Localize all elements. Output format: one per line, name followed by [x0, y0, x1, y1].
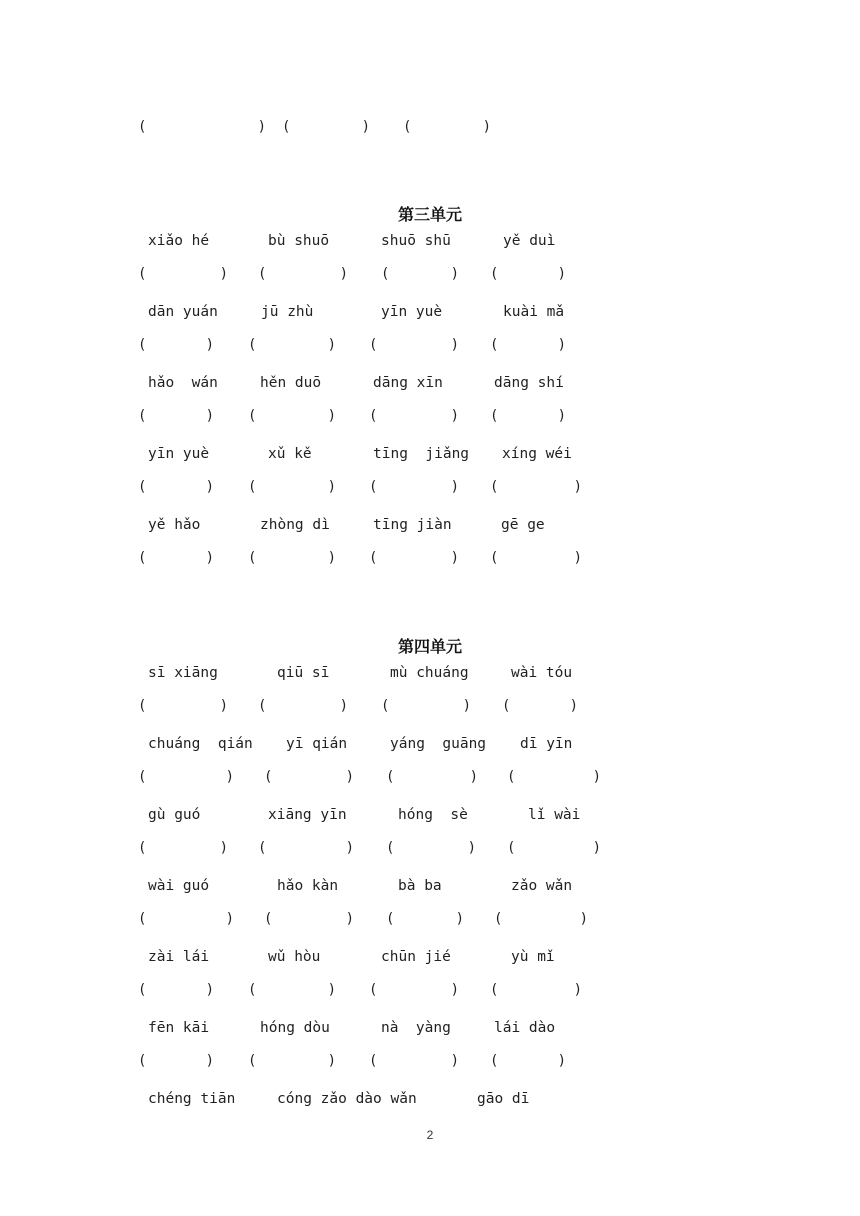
pinyin-word: yù mǐ: [511, 949, 555, 965]
answer-row: [0, 695, 860, 717]
answer-blank[interactable]: ( ): [386, 840, 476, 856]
unit-three-title: 第三单元: [397, 205, 462, 224]
answer-blank[interactable]: ( ): [248, 550, 336, 566]
answer-blank[interactable]: ( ): [138, 911, 234, 927]
answer-blank[interactable]: ( ): [369, 479, 459, 495]
answer-row: [0, 547, 860, 569]
answer-blank[interactable]: ( ): [248, 982, 336, 998]
pinyin-word: dān yuán: [148, 304, 218, 320]
answer-blank[interactable]: ( ): [248, 408, 336, 424]
answer-blank[interactable]: ( ): [490, 550, 582, 566]
answer-blank[interactable]: ( ): [490, 266, 566, 282]
answer-blank[interactable]: ( ): [381, 266, 459, 282]
pinyin-word: gē ge: [501, 517, 545, 533]
answer-row: [0, 908, 860, 930]
answer-blank[interactable]: ( ): [369, 1053, 459, 1069]
pinyin-word: dāng xīn: [373, 375, 443, 391]
answer-row: [0, 334, 860, 356]
answer-blank[interactable]: ( ): [490, 479, 582, 495]
pinyin-word: lái dào: [494, 1020, 556, 1036]
answer-row: [0, 1050, 860, 1072]
answer-blank[interactable]: ( ): [138, 266, 228, 282]
answer-row: [0, 837, 860, 859]
pinyin-row: [0, 1017, 860, 1039]
pinyin-word: tīng jiǎng: [373, 446, 470, 462]
answer-blank[interactable]: ( ): [138, 550, 214, 566]
pinyin-word: xiǎo hé: [148, 233, 210, 249]
answer-blank[interactable]: ( ): [138, 769, 234, 785]
answer-blank[interactable]: ( ): [264, 911, 354, 927]
page-number: 2: [426, 1128, 434, 1142]
answer-blank[interactable]: ( ): [490, 337, 566, 353]
pinyin-word: dāng shí: [494, 375, 564, 391]
answer-blank[interactable]: ( ): [507, 769, 601, 785]
pinyin-word: mù chuáng: [390, 665, 469, 681]
pinyin-word: tīng jiàn: [373, 517, 452, 533]
pinyin-word: qiū sī: [277, 665, 330, 681]
answer-blank[interactable]: ( ): [369, 550, 459, 566]
answer-blank[interactable]: ( ): [369, 982, 459, 998]
answer-blank[interactable]: ( ): [138, 1053, 214, 1069]
answer-row: [0, 263, 860, 285]
answer-blank[interactable]: ( ): [507, 840, 601, 856]
pinyin-word: yī qián: [286, 736, 348, 752]
pinyin-word: shuō shū: [381, 233, 451, 249]
answer-blank[interactable]: ( ): [490, 408, 566, 424]
pinyin-word: yě duì: [503, 233, 556, 249]
pinyin-word: zài lái: [148, 949, 210, 965]
answer-blank[interactable]: ( ): [381, 698, 471, 714]
pinyin-word: bà ba: [398, 878, 442, 894]
answer-blank[interactable]: ( ): [403, 119, 491, 135]
pinyin-word: wǔ hòu: [268, 949, 321, 965]
pinyin-row: [0, 804, 860, 826]
pinyin-row: [0, 301, 860, 323]
pinyin-word: yě hǎo: [148, 517, 201, 533]
pinyin-row: [0, 230, 860, 252]
pinyin-word: hóng sè: [398, 807, 468, 823]
pinyin-word: hěn duō: [260, 375, 322, 391]
answer-blank[interactable]: ( ): [138, 479, 214, 495]
answer-blank[interactable]: ( ): [138, 119, 266, 135]
unit-four-title: 第四单元: [397, 637, 462, 656]
answer-blank[interactable]: ( ): [138, 408, 214, 424]
answer-blank[interactable]: ( ): [386, 911, 464, 927]
answer-blank[interactable]: ( ): [502, 698, 578, 714]
answer-row: [0, 766, 860, 788]
answer-blank[interactable]: ( ): [248, 1053, 336, 1069]
answer-blank[interactable]: ( ): [386, 769, 478, 785]
pinyin-word: dī yīn: [520, 736, 573, 752]
answer-row: [0, 476, 860, 498]
pinyin-word: gù guó: [148, 807, 201, 823]
answer-blank[interactable]: ( ): [258, 840, 354, 856]
pinyin-word: zǎo wǎn: [511, 878, 573, 894]
pinyin-word: wài guó: [148, 878, 210, 894]
answer-row-previous: [0, 116, 860, 138]
answer-blank[interactable]: ( ): [258, 698, 348, 714]
pinyin-word: xíng wéi: [502, 446, 572, 462]
pinyin-word: wài tóu: [511, 665, 573, 681]
answer-blank[interactable]: ( ): [138, 698, 228, 714]
answer-blank[interactable]: ( ): [282, 119, 370, 135]
pinyin-row: [0, 875, 860, 897]
pinyin-word: yáng guāng: [390, 736, 487, 752]
pinyin-word: yīn yuè: [381, 304, 443, 320]
pinyin-row: [0, 514, 860, 536]
pinyin-word: hóng dòu: [260, 1020, 330, 1036]
answer-blank[interactable]: ( ): [369, 408, 459, 424]
pinyin-row: [0, 662, 860, 684]
pinyin-word: chuáng qián: [148, 736, 253, 752]
pinyin-word: jū zhù: [261, 304, 314, 320]
pinyin-row: [0, 1088, 860, 1110]
pinyin-word: chūn jié: [381, 949, 451, 965]
pinyin-word: hǎo wán: [148, 375, 218, 391]
pinyin-word: sī xiāng: [148, 665, 218, 681]
pinyin-word: zhòng dì: [260, 517, 330, 533]
answer-blank[interactable]: ( ): [138, 982, 214, 998]
pinyin-row: [0, 372, 860, 394]
pinyin-word: yīn yuè: [148, 446, 210, 462]
answer-row: [0, 979, 860, 1001]
answer-blank[interactable]: ( ): [138, 840, 228, 856]
pinyin-word: xiāng yīn: [268, 807, 347, 823]
answer-blank[interactable]: ( ): [369, 337, 459, 353]
pinyin-word: lǐ wài: [528, 807, 581, 823]
pinyin-word: xǔ kě: [268, 446, 312, 462]
pinyin-row: [0, 443, 860, 465]
answer-blank[interactable]: ( ): [494, 911, 588, 927]
pinyin-word: gāo dī: [477, 1091, 530, 1107]
pinyin-word: kuài mǎ: [503, 304, 565, 320]
pinyin-row: [0, 946, 860, 968]
pinyin-word: bù shuō: [268, 233, 330, 249]
pinyin-row: [0, 733, 860, 755]
pinyin-word: chéng tiān: [148, 1091, 236, 1107]
answer-blank[interactable]: ( ): [258, 266, 348, 282]
answer-blank[interactable]: ( ): [490, 1053, 566, 1069]
answer-blank[interactable]: ( ): [138, 337, 214, 353]
answer-blank[interactable]: ( ): [248, 479, 336, 495]
answer-blank[interactable]: ( ): [490, 982, 582, 998]
answer-blank[interactable]: ( ): [248, 337, 336, 353]
answer-blank[interactable]: ( ): [264, 769, 354, 785]
pinyin-word: fēn kāi: [148, 1020, 210, 1036]
pinyin-word: hǎo kàn: [277, 878, 339, 894]
pinyin-word: cóng zǎo dào wǎn: [277, 1091, 417, 1107]
pinyin-word: nà yàng: [381, 1020, 451, 1036]
answer-row: [0, 405, 860, 427]
